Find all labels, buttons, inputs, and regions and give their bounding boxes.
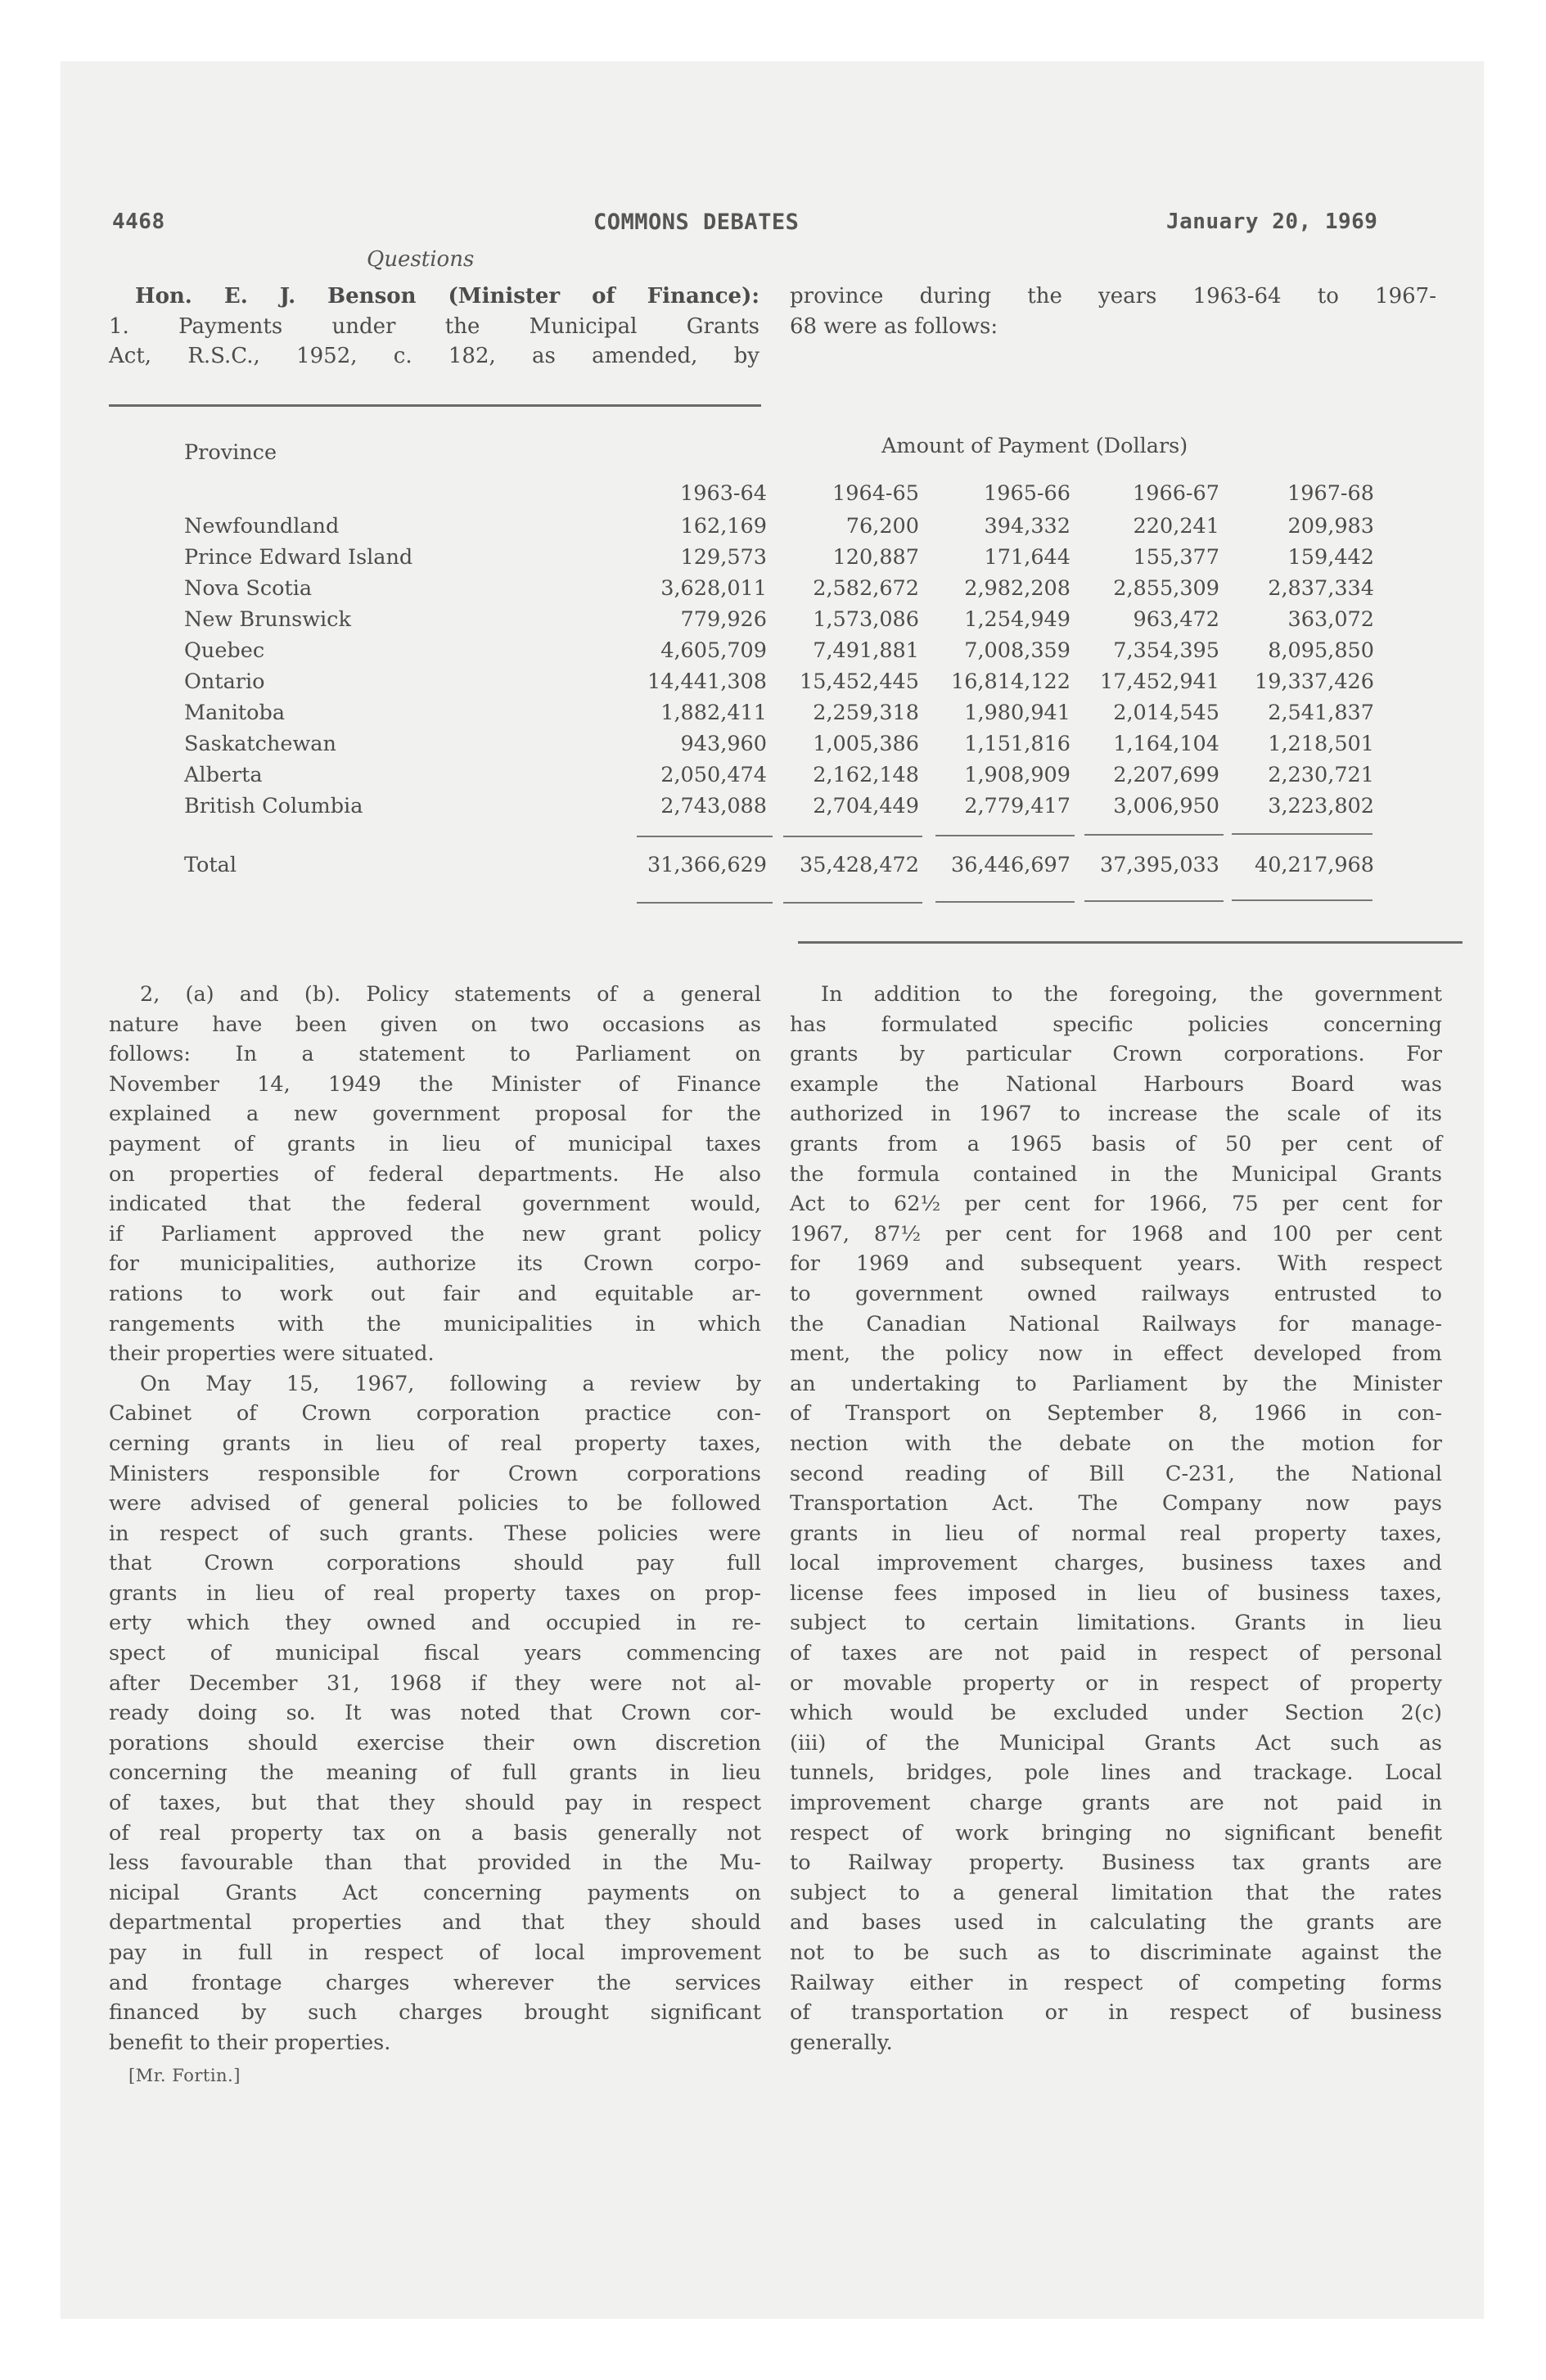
payment-value: 2,982,208	[964, 576, 1070, 601]
text-line: were advised of general policies to be followed	[109, 1491, 761, 1517]
text-line: Act to 62½ per cent for 1966, 75 per cent for	[790, 1192, 1442, 1217]
payment-value: 1,005,386	[813, 732, 919, 756]
payment-value: 363,072	[1287, 607, 1374, 632]
payment-value: 963,472	[1133, 607, 1219, 632]
province-name: Prince Edward Island	[184, 545, 413, 570]
text-line: grants by particular Crown corporations. For	[790, 1042, 1442, 1067]
text-line: erty which they owned and occupied in re-	[109, 1611, 761, 1636]
payment-value: 1,254,949	[964, 607, 1070, 632]
text-line: benefit to their properties.	[109, 2030, 391, 2055]
payment-value: 14,441,308	[647, 669, 767, 694]
text-line: authorized in 1967 to increase the scale of its	[790, 1102, 1442, 1127]
payment-value: 2,207,699	[1113, 763, 1219, 787]
province-name: Alberta	[184, 763, 263, 787]
right-column	[790, 980, 1442, 2058]
speaker-name: Hon. E. J. Benson (Minister of Finance):	[135, 284, 759, 309]
payment-value: 1,908,909	[964, 763, 1070, 787]
text-line: explained a new government proposal for the	[109, 1102, 761, 1127]
text-line: local improvement charges, business taxes and	[790, 1551, 1442, 1576]
left-column	[109, 980, 761, 2091]
intro-line: Act, R.S.C., 1952, c. 182, as amended, by	[109, 344, 759, 368]
text-line: indicated that the federal government would,	[109, 1192, 761, 1217]
text-line: or movable property or in respect of property	[790, 1670, 1442, 1696]
text-line: rangements with the municipalities in which	[109, 1311, 761, 1336]
intro-right	[790, 282, 1436, 341]
subtotal-rule	[1232, 833, 1372, 835]
text-line: less favourable than that provided in the Mu-	[109, 1850, 761, 1876]
payment-value: 7,354,395	[1113, 638, 1219, 663]
text-line: porations should exercise their own discretion	[109, 1730, 761, 1756]
text-line: on properties of federal departments. He also	[109, 1161, 761, 1187]
text-line: rations to work out fair and equitable ar-	[109, 1281, 761, 1306]
province-name: New Brunswick	[184, 607, 351, 632]
payment-value: 220,241	[1133, 514, 1219, 539]
text-line: grants in lieu of normal real property taxes,	[790, 1521, 1442, 1546]
payment-value: 162,169	[680, 514, 767, 539]
total-rule	[637, 902, 773, 904]
intro-divider	[109, 404, 761, 407]
text-line: if Parliament approved the new grant policy	[109, 1221, 761, 1246]
intro-line: 1. Payments under the Municipal Grants	[109, 313, 759, 339]
text-line: second reading of Bill C-231, the National	[790, 1461, 1442, 1486]
text-line: cerning grants in lieu of real property taxes,	[109, 1431, 761, 1456]
intro-left	[109, 282, 759, 372]
paragraph-crown-corporation-policies	[790, 980, 1442, 2058]
province-name: Quebec	[184, 638, 265, 663]
text-line: nicipal Grants Act concerning payments on	[109, 1880, 761, 1905]
page-number: 4468	[112, 210, 165, 234]
payment-value: 17,452,941	[1099, 669, 1219, 694]
text-line: and frontage charges wherever the services	[109, 1970, 761, 1995]
payment-value: 2,014,545	[1113, 701, 1219, 725]
text-line: subject to certain limitations. Grants in lieu	[790, 1611, 1442, 1636]
payment-value: 155,377	[1133, 545, 1219, 570]
payment-value: 2,704,449	[813, 794, 919, 818]
intro-line: 68 were as follows:	[790, 313, 998, 339]
payment-value: 2,050,474	[660, 763, 767, 787]
payment-value: 1,573,086	[813, 607, 919, 632]
total-rule	[1232, 899, 1372, 901]
total-value: 31,366,629	[647, 853, 767, 877]
text-line: November 14, 1949 the Minister of Finance	[109, 1071, 761, 1097]
text-line: nection with the debate on the motion for	[790, 1431, 1442, 1456]
province-column-header: Province	[184, 440, 277, 465]
intro-line: province during the years 1963-64 to 1967-	[790, 284, 1436, 309]
text-line: of Transport on September 8, 1966 in con-	[790, 1401, 1442, 1427]
paragraph-may-1967-review	[109, 1369, 761, 2058]
subtotal-rule	[637, 836, 773, 837]
text-line: of taxes, but that they should pay in respect	[109, 1791, 761, 1816]
text-line: of transportation or in respect of business	[790, 2000, 1442, 2026]
payment-value: 129,573	[680, 545, 767, 570]
text-line: Railway either in respect of competing forms	[790, 1970, 1442, 1995]
payment-value: 209,983	[1287, 514, 1374, 539]
payment-value: 2,162,148	[813, 763, 919, 787]
text-line: to government owned railways entrusted to	[790, 1281, 1442, 1306]
payment-value: 1,164,104	[1113, 732, 1219, 756]
text-line: example the National Harbours Board was	[790, 1071, 1442, 1097]
payment-value: 16,814,122	[950, 669, 1070, 694]
text-line: follows: In a statement to Parliament on	[109, 1042, 761, 1067]
text-line: to Railway property. Business tax grants are	[790, 1850, 1442, 1876]
text-line: tunnels, bridges, pole lines and trackage. Local	[790, 1760, 1442, 1786]
text-line: generally.	[790, 2030, 893, 2055]
text-line: Transportation Act. The Company now pays	[790, 1491, 1442, 1517]
text-line: departmental properties and that they should	[109, 1910, 761, 1936]
payment-value: 2,855,309	[1113, 576, 1219, 601]
text-line: after December 31, 1968 if they were not al-	[109, 1670, 761, 1696]
payment-value: 3,006,950	[1113, 794, 1219, 818]
payment-value: 3,223,802	[1268, 794, 1374, 818]
text-line: grants from a 1965 basis of 50 per cent of	[790, 1131, 1442, 1156]
payment-value: 2,743,088	[660, 794, 767, 818]
text-line: On May 15, 1967, following a review by	[140, 1371, 761, 1396]
text-line: their properties were situated.	[109, 1341, 435, 1367]
total-value: 37,395,033	[1099, 853, 1219, 877]
subtotal-rule	[783, 836, 922, 837]
payment-value: 159,442	[1287, 545, 1374, 570]
payment-value: 943,960	[680, 732, 767, 756]
publication-title: COMMONS DEBATES	[593, 210, 800, 235]
paragraph-policy-statements	[109, 980, 761, 1369]
text-line: for 1969 and subsequent years. With respect	[790, 1251, 1442, 1277]
amount-column-header: Amount of Payment (Dollars)	[881, 434, 1188, 458]
text-line: grants in lieu of real property taxes on prop-	[109, 1580, 761, 1606]
text-line: for municipalities, authorize its Crown corpo-	[109, 1251, 761, 1277]
text-line: ment, the policy now in effect developed from	[790, 1341, 1442, 1367]
text-line: ready doing so. It was noted that Crown cor-	[109, 1701, 761, 1726]
province-name: British Columbia	[184, 794, 363, 818]
total-rule	[783, 902, 922, 904]
text-line: which would be excluded under Section 2(c)	[790, 1701, 1442, 1726]
province-name: Saskatchewan	[184, 732, 336, 756]
text-line: 1967, 87½ per cent for 1968 and 100 per cent	[790, 1221, 1442, 1246]
payment-value: 2,582,672	[813, 576, 919, 601]
total-value: 35,428,472	[799, 853, 919, 877]
text-line: pay in full in respect of local improvement	[109, 1941, 761, 1965]
page-date: January 20, 1969	[1166, 210, 1378, 234]
payment-value: 2,259,318	[813, 701, 919, 725]
payment-value: 3,628,011	[660, 576, 767, 601]
province-name: Ontario	[184, 669, 265, 694]
year-header: 1967-68	[1287, 481, 1374, 506]
total-rule	[1084, 900, 1224, 902]
province-name: Nova Scotia	[184, 576, 313, 601]
text-line: license fees imposed in lieu of business taxes,	[790, 1580, 1442, 1606]
subtotal-rule	[1084, 834, 1224, 836]
text-line: of real property tax on a basis generally not	[109, 1820, 761, 1846]
year-header: 1966-67	[1133, 481, 1219, 506]
payment-value: 1,980,941	[964, 701, 1070, 725]
text-line: respect of work bringing no significant benefit	[790, 1820, 1442, 1846]
payment-value: 2,230,721	[1268, 763, 1374, 787]
payment-value: 1,882,411	[660, 701, 767, 725]
text-line: the Canadian National Railways for manage-	[790, 1311, 1442, 1336]
section-label: Questions	[367, 247, 475, 272]
text-line: of taxes are not paid in respect of personal	[790, 1641, 1442, 1666]
year-header: 1964-65	[832, 481, 919, 506]
text-line: payment of grants in lieu of municipal taxes	[109, 1131, 761, 1156]
text-line: concerning the meaning of full grants in lieu	[109, 1760, 761, 1786]
payment-value: 394,332	[984, 514, 1070, 539]
text-line: nature have been given on two occasions as	[109, 1012, 761, 1037]
payment-value: 19,337,426	[1254, 669, 1374, 694]
payment-value: 2,541,837	[1268, 701, 1374, 725]
speaker-attribution: [Mr. Fortin.]	[128, 2066, 241, 2086]
subtotal-rule	[935, 835, 1075, 836]
payment-value: 15,452,445	[799, 669, 919, 694]
total-rule	[935, 901, 1075, 903]
total-value: 36,446,697	[950, 853, 1070, 877]
text-line: financed by such charges brought significant	[109, 2000, 761, 2026]
text-line: improvement charge grants are not paid in	[790, 1791, 1442, 1816]
text-line: not to be such as to discriminate against the	[790, 1941, 1442, 1965]
text-line: Ministers responsible for Crown corporations	[109, 1461, 761, 1486]
payment-value: 1,151,816	[964, 732, 1070, 756]
province-name: Manitoba	[184, 701, 286, 725]
province-name: Newfoundland	[184, 514, 340, 539]
payment-value: 779,926	[680, 607, 767, 632]
payment-value: 1,218,501	[1268, 732, 1374, 756]
payment-value: 7,008,359	[964, 638, 1070, 663]
text-line: 2, (a) and (b). Policy statements of a general	[140, 982, 761, 1007]
text-line: in respect of such grants. These policies were	[109, 1521, 761, 1546]
text-line: (iii) of the Municipal Grants Act such as	[790, 1730, 1442, 1756]
text-line: that Crown corporations should pay full	[109, 1551, 761, 1576]
payment-value: 2,779,417	[964, 794, 1070, 818]
text-line: the formula contained in the Municipal Grants	[790, 1161, 1442, 1187]
payment-value: 76,200	[845, 514, 919, 539]
payment-value: 8,095,850	[1268, 638, 1374, 663]
payment-value: 120,887	[832, 545, 919, 570]
total-value: 40,217,968	[1254, 853, 1374, 877]
text-line: has formulated specific policies concerning	[790, 1012, 1442, 1037]
table-end-divider	[798, 941, 1463, 944]
text-line: and bases used in calculating the grants are	[790, 1910, 1442, 1936]
year-header: 1963-64	[680, 481, 767, 506]
text-line: spect of municipal fiscal years commencing	[109, 1641, 761, 1666]
intro-speaker-line	[109, 282, 759, 312]
total-label: Total	[184, 853, 237, 877]
year-header: 1965-66	[984, 481, 1070, 506]
payment-value: 7,491,881	[813, 638, 919, 663]
payment-value: 2,837,334	[1268, 576, 1374, 601]
text-line: In addition to the foregoing, the government	[821, 982, 1442, 1007]
text-line: subject to a general limitation that the rates	[790, 1880, 1442, 1905]
payment-value: 171,644	[984, 545, 1070, 570]
payment-value: 4,605,709	[660, 638, 767, 663]
text-line: an undertaking to Parliament by the Minister	[790, 1371, 1442, 1396]
text-line: Cabinet of Crown corporation practice con-	[109, 1401, 761, 1427]
